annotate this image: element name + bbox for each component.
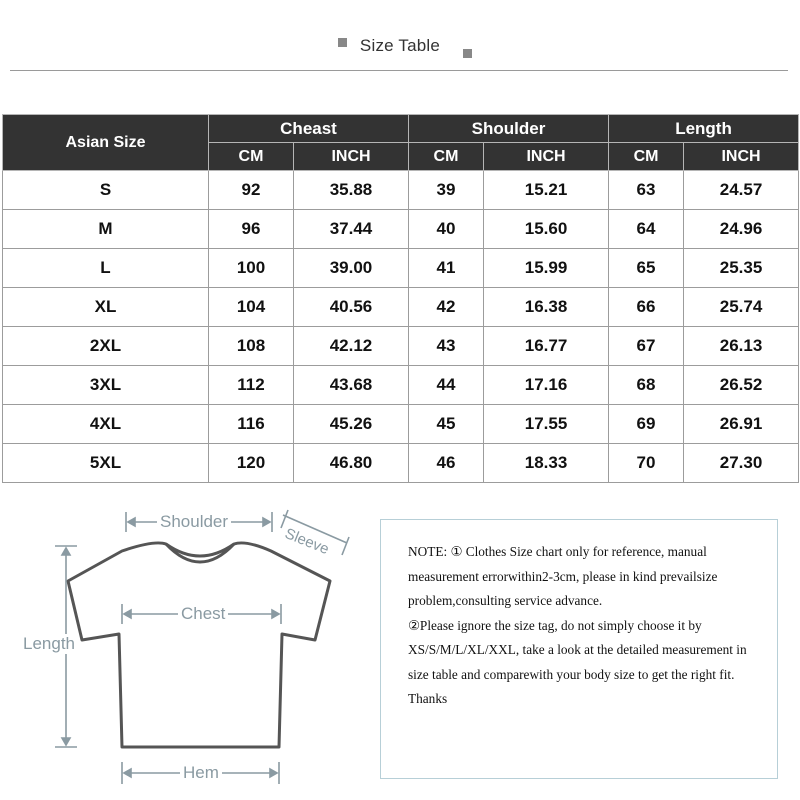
measurement-cell: 116 <box>209 405 294 444</box>
measurement-cell: 15.21 <box>484 171 609 210</box>
table-row <box>3 327 799 366</box>
measurement-cell: 26.52 <box>684 366 799 405</box>
table-row <box>3 405 799 444</box>
measurement-cell: 120 <box>209 444 294 483</box>
measurement-cell: 15.60 <box>484 210 609 249</box>
hem-label: Hem <box>180 763 222 783</box>
measurement-cell: 16.38 <box>484 288 609 327</box>
header-group-chest: Cheast <box>209 115 409 143</box>
measurement-cell: 68 <box>609 366 684 405</box>
measurement-cell: 65 <box>609 249 684 288</box>
measurement-cell: 112 <box>209 366 294 405</box>
title-right-square <box>463 49 472 58</box>
measurement-cell: 17.16 <box>484 366 609 405</box>
table-row <box>3 366 799 405</box>
measurement-cell: 25.74 <box>684 288 799 327</box>
size-cell: S <box>3 171 209 210</box>
table-row <box>3 171 799 210</box>
measurement-cell: 45.26 <box>294 405 409 444</box>
measurement-cell: 26.91 <box>684 405 799 444</box>
page-title: Size Table <box>359 36 441 55</box>
measurement-cell: 40.56 <box>294 288 409 327</box>
header-unit: INCH <box>484 143 609 171</box>
length-label: Length <box>20 634 78 654</box>
measurement-cell: 70 <box>609 444 684 483</box>
note-paragraph-3: Thanks <box>408 691 448 706</box>
size-cell: 4XL <box>3 405 209 444</box>
header-unit: CM <box>209 143 294 171</box>
header-unit: INCH <box>294 143 409 171</box>
title-bar <box>0 0 800 80</box>
measurement-cell: 67 <box>609 327 684 366</box>
measurement-cell: 69 <box>609 405 684 444</box>
measurement-cell: 39 <box>409 171 484 210</box>
measurement-cell: 40 <box>409 210 484 249</box>
size-cell: XL <box>3 288 209 327</box>
measurement-cell: 92 <box>209 171 294 210</box>
measurement-cell: 42 <box>409 288 484 327</box>
tshirt-measurement-diagram <box>0 490 370 800</box>
measurement-cell: 45 <box>409 405 484 444</box>
measurement-cell: 24.57 <box>684 171 799 210</box>
measurement-cell: 43 <box>409 327 484 366</box>
measurement-cell: 108 <box>209 327 294 366</box>
measurement-cell: 43.68 <box>294 366 409 405</box>
size-cell: 3XL <box>3 366 209 405</box>
table-row <box>3 444 799 483</box>
size-cell: L <box>3 249 209 288</box>
measurement-cell: 17.55 <box>484 405 609 444</box>
measurement-cell: 104 <box>209 288 294 327</box>
shoulder-label: Shoulder <box>157 512 231 532</box>
sleeve-label: Sleeve <box>280 524 334 559</box>
header-unit: INCH <box>684 143 799 171</box>
table-row <box>3 210 799 249</box>
table-row <box>3 288 799 327</box>
measurement-cell: 96 <box>209 210 294 249</box>
chest-label: Chest <box>178 604 228 624</box>
measurement-cell: 27.30 <box>684 444 799 483</box>
size-cell: 2XL <box>3 327 209 366</box>
measurement-cell: 35.88 <box>294 171 409 210</box>
measurement-cell: 42.12 <box>294 327 409 366</box>
measurement-cell: 64 <box>609 210 684 249</box>
size-table <box>2 114 799 483</box>
header-group-shoulder: Shoulder <box>409 115 609 143</box>
header-unit: CM <box>609 143 684 171</box>
title-divider <box>10 70 788 71</box>
table-row <box>3 249 799 288</box>
measurement-cell: 66 <box>609 288 684 327</box>
note-paragraph-2: ②Please ignore the size tag, do not simply choose it by XS/S/M/L/XL/XXL, take a look at the detailed measurement in size table and comparewith your body size to get the right fit. <box>408 617 747 682</box>
measurement-cell: 63 <box>609 171 684 210</box>
header-asian-size: Asian Size <box>3 115 209 171</box>
measurement-cell: 16.77 <box>484 327 609 366</box>
table-body <box>3 171 799 483</box>
measurement-cell: 41 <box>409 249 484 288</box>
header-group-length: Length <box>609 115 799 143</box>
size-cell: 5XL <box>3 444 209 483</box>
measurement-cell: 37.44 <box>294 210 409 249</box>
measurement-cell: 18.33 <box>484 444 609 483</box>
measurement-cell: 26.13 <box>684 327 799 366</box>
measurement-cell: 15.99 <box>484 249 609 288</box>
size-note-box <box>380 519 778 779</box>
measurement-cell: 46 <box>409 444 484 483</box>
note-paragraph-1: NOTE: ① Clothes Size chart only for reference, manual measurement errorwithin2-3cm, please in kind prevailsize problem,consulting service advance. <box>408 544 718 608</box>
measurement-cell: 24.96 <box>684 210 799 249</box>
measurement-cell: 39.00 <box>294 249 409 288</box>
header-unit: CM <box>409 143 484 171</box>
measurement-cell: 25.35 <box>684 249 799 288</box>
measurement-cell: 44 <box>409 366 484 405</box>
measurement-cell: 100 <box>209 249 294 288</box>
size-cell: M <box>3 210 209 249</box>
measurement-cell: 46.80 <box>294 444 409 483</box>
